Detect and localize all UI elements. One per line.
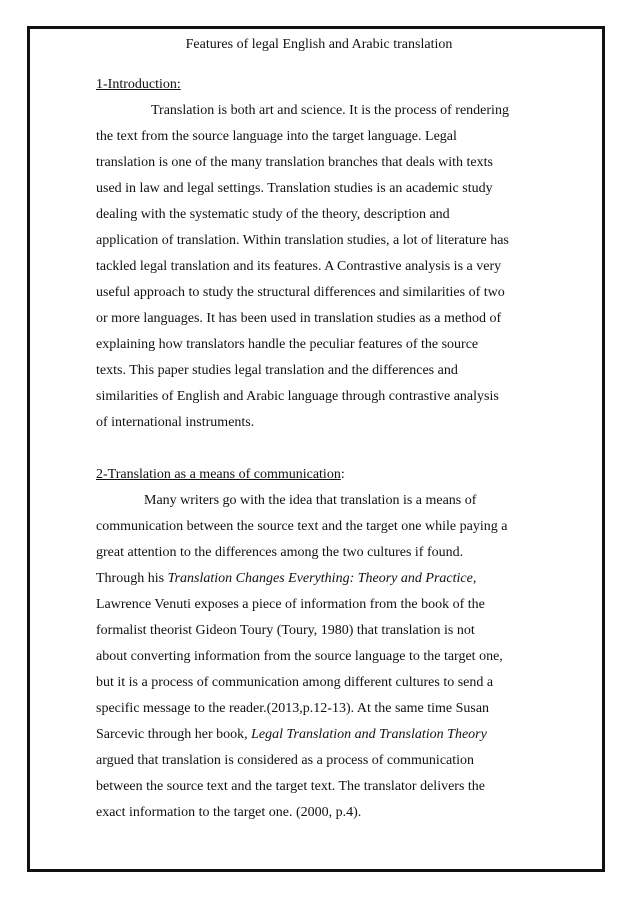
paragraph-line: of international instruments. — [96, 415, 255, 430]
paragraph-line: Lawrence Venuti exposes a piece of information from the book of the — [96, 597, 485, 612]
line-text: Through his — [96, 571, 168, 586]
paragraph-line: application of translation. Within translation studies, a lot of literature has — [96, 233, 509, 248]
paragraph-line-with-book-title — [96, 722, 556, 748]
line-text: , — [472, 571, 477, 586]
document-title: Features of legal English and Arabic translation — [185, 37, 453, 52]
paragraph-line: great attention to the differences among the two cultures if found. — [96, 545, 464, 560]
section-heading-colon: : — [340, 467, 345, 482]
paragraph-line: tackled legal translation and its features. A Contrastive analysis is a very — [96, 259, 502, 274]
book-title-sarcevic: Legal Translation and Translation Theory — [251, 727, 487, 742]
paragraph-line: the text from the source language into the target language. Legal — [96, 129, 457, 144]
introduction-paragraph — [96, 98, 556, 436]
paragraph-line: about converting information from the source language to the target one, — [96, 649, 503, 664]
paragraph-line: specific message to the reader.(2013,p.12-13). At the same time Susan — [96, 701, 490, 716]
section-heading-introduction: 1-Introduction: — [96, 77, 181, 92]
paragraph-line: communication between the source text and the target one while paying a — [96, 519, 508, 534]
paragraph-line: useful approach to study the structural differences and similarities of two — [96, 285, 505, 300]
paragraph-line: exact information to the target one. (2000, p.4). — [96, 805, 362, 820]
paragraph-line: used in law and legal settings. Translation studies is an academic study — [96, 181, 493, 196]
paragraph-line: or more languages. It has been used in translation studies as a method of — [96, 311, 502, 326]
paragraph-line: translation is one of the many translation branches that deals with texts — [96, 155, 493, 170]
paragraph-line: similarities of English and Arabic language through contrastive analysis — [96, 389, 499, 404]
document-body — [96, 72, 556, 826]
book-title-venuti: Translation Changes Everything: Theory and Practice — [167, 571, 473, 586]
paragraph-line: dealing with the systematic study of the theory, description and — [96, 207, 450, 222]
section-heading-communication — [96, 462, 556, 488]
paragraph-line: Many writers go with the idea that translation is a means of — [144, 493, 477, 508]
paragraph-line: explaining how translators handle the peculiar features of the source — [96, 337, 479, 352]
paragraph-line: Translation is both art and science. It is the process of rendering — [151, 103, 509, 118]
section-spacer — [96, 436, 556, 462]
line-text: Sarcevic through her book, — [96, 727, 252, 742]
paragraph-line: formalist theorist Gideon Toury (Toury, 1980) that translation is not — [96, 623, 475, 638]
paragraph-line: but it is a process of communication among different cultures to send a — [96, 675, 494, 690]
paragraph-line: between the source text and the target text. The translator delivers the — [96, 779, 486, 794]
paragraph-line: argued that translation is considered as a process of communication — [96, 753, 475, 768]
paragraph-line: texts. This paper studies legal translation and the differences and — [96, 363, 458, 378]
paragraph-line-with-book-title — [96, 566, 556, 592]
section-heading-text: 2-Translation as a means of communication — [96, 467, 341, 482]
communication-paragraph — [96, 488, 556, 826]
